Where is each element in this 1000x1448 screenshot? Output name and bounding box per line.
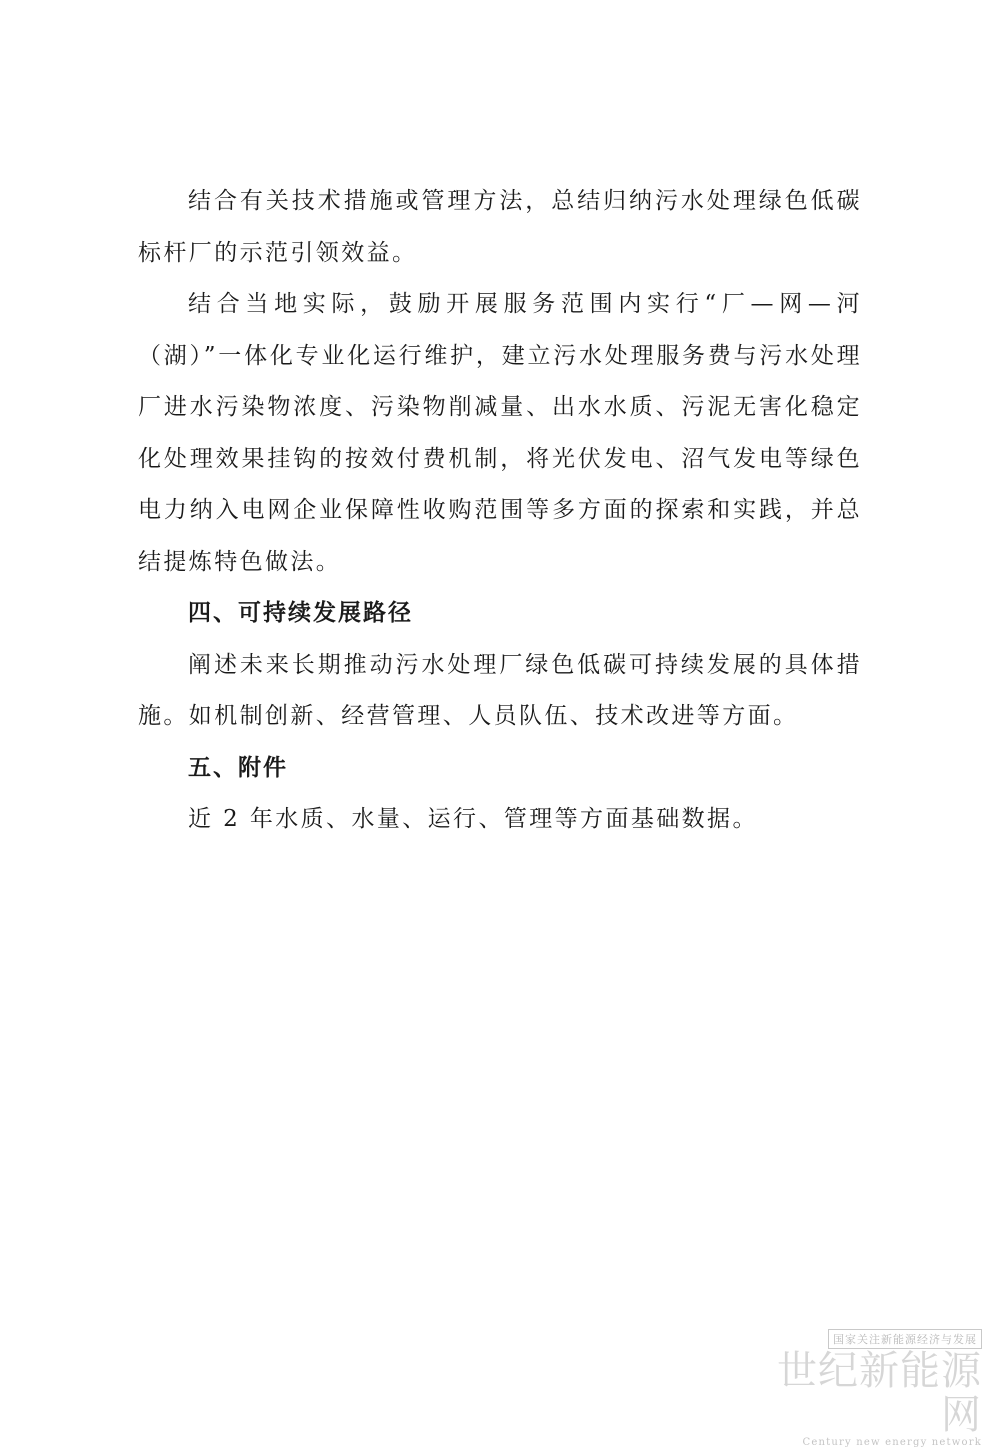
section-heading-attachments: 五、附件 [188,754,288,781]
document-body [138,176,862,846]
paragraph-demonstration-benefit: 结合有关技术措施或管理方法，总结归纳污水处理绿色低碳标杆厂的示范引领效益。 [138,188,862,266]
watermark-english-name: Century new energy network [802,1437,982,1448]
paragraph-attachment-data: 近 2 年水质、水量、运行、管理等方面基础数据。 [188,806,758,832]
watermark-logo [742,1328,982,1448]
paragraph-sustainable-measures: 阐述未来长期推动污水处理厂绿色低碳可持续发展的具体措施。如机制创新、经营管理、人员队伍、技术改进等方面。 [138,651,862,729]
paragraph-local-practice: 结合当地实际，鼓励开展服务范围内实行“厂—网—河（湖）”一体化专业化运行维护，建立污水处理服务费与污水处理厂进水污染物浓度、污染物削减量、出水水质、污泥无害化稳定化处理效果挂钩的按效付费机制，将光伏发电、沼气发电等绿色电力纳入电网企业保障性收购范围等多方面的探索和实践，并总结提炼特色做法。 [138,291,862,575]
watermark-tagline: 国家关注新能源经济与发展 [828,1329,982,1349]
section-heading-sustainable-path: 四、可持续发展路径 [188,600,413,626]
watermark-site-name: 世纪新能源网 [777,1348,982,1438]
